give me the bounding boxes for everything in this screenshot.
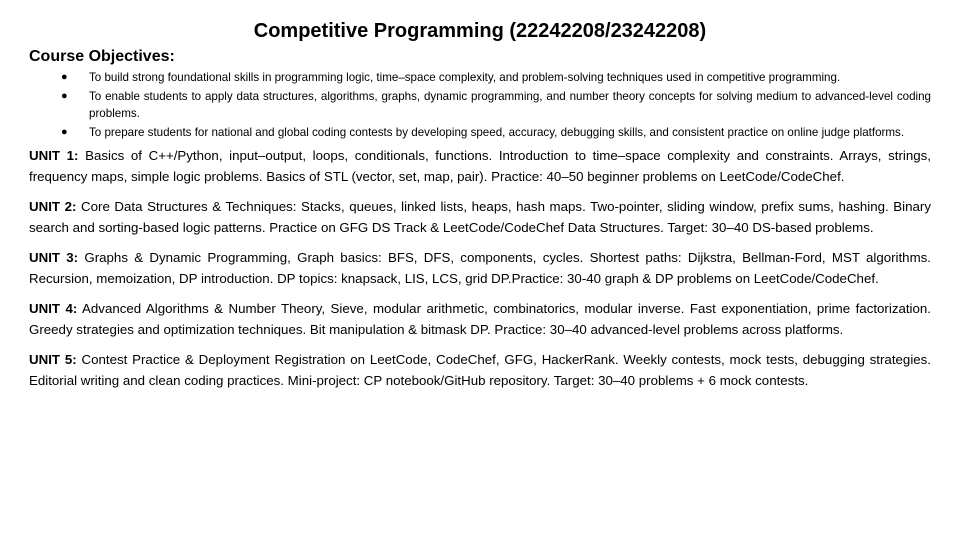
unit-label: UNIT 1: bbox=[29, 148, 79, 163]
objective-text: To prepare students for national and global coding contests by developing speed, accuracy, debugging skills, and consistent practice on online judge platforms. bbox=[89, 126, 905, 139]
unit-label: UNIT 2: bbox=[29, 199, 77, 214]
unit-text: Graphs & Dynamic Programming, Graph basics: BFS, DFS, components, cycles. Shortest paths: Dijkstra, Bellman-Ford, MST algorithms. Recursion, memoization, DP introduction. DP topics: knapsack, LIS, LCS, grid DP.Practice: 30-40 graph & DP problems on LeetCode/CodeChef. bbox=[29, 250, 931, 286]
unit-2 bbox=[29, 196, 931, 238]
objective-text: To enable students to apply data structures, algorithms, graphs, dynamic programming, and number theory concepts for solving medium to advanced-level coding problems. bbox=[89, 90, 931, 120]
unit-text: Advanced Algorithms & Number Theory, Sieve, modular arithmetic, combinatorics, modular inverse. Fast exponentiation, prime factorization. Greedy strategies and optimization techniques. Bit manipulation & bitmask DP. Practice: 30–40 advanced-level problems across platforms. bbox=[29, 301, 931, 337]
bullet-icon: ● bbox=[61, 126, 68, 138]
course-title: Competitive Programming (22242208/23242208) bbox=[253, 20, 707, 42]
unit-5 bbox=[29, 349, 931, 391]
unit-label: UNIT 3: bbox=[29, 250, 79, 265]
unit-1 bbox=[29, 145, 931, 187]
unit-text: Contest Practice & Deployment Registration on LeetCode, CodeChef, GFG, HackerRank. Weekly contests, mock tests, debugging strategies. Editorial writing and clean coding practices. Mini-project: CP notebook/GitHub repository. Target: 30–40 problems + 6 mock contests. bbox=[29, 352, 932, 388]
objectives-list bbox=[29, 69, 931, 141]
bullet-icon: ● bbox=[61, 90, 68, 102]
objective-item bbox=[29, 69, 931, 86]
unit-text: Basics of C++/Python, input–output, loops, conditionals, functions. Introduction to time–space complexity and constraints. Arrays, strings, frequency maps, simple logic problems. Basics of STL (vector, set, map, pair). Practice: 40–50 beginner problems on LeetCode/CodeChef. bbox=[29, 148, 931, 184]
objective-text: To build strong foundational skills in programming logic, time–space complexity, and problem-solving techniques used in competitive programming. bbox=[89, 71, 841, 84]
unit-label: UNIT 4: bbox=[29, 301, 78, 316]
document-page bbox=[29, 18, 931, 400]
objective-item bbox=[29, 88, 931, 122]
unit-text: Core Data Structures & Techniques: Stacks, queues, linked lists, heaps, hash maps. Two-pointer, sliding window, prefix sums, hashing. Binary search and sorting-based logic patterns. Practice on GFG DS Track & LeetCode/CodeChef Data Structures. Target: 30–40 DS-based problems. bbox=[29, 199, 931, 235]
unit-4 bbox=[29, 298, 931, 340]
bullet-icon: ● bbox=[61, 71, 68, 83]
unit-label: UNIT 5: bbox=[29, 352, 77, 367]
objective-item bbox=[29, 124, 931, 141]
objectives-heading: Course Objectives: bbox=[29, 48, 175, 65]
unit-3 bbox=[29, 247, 931, 289]
